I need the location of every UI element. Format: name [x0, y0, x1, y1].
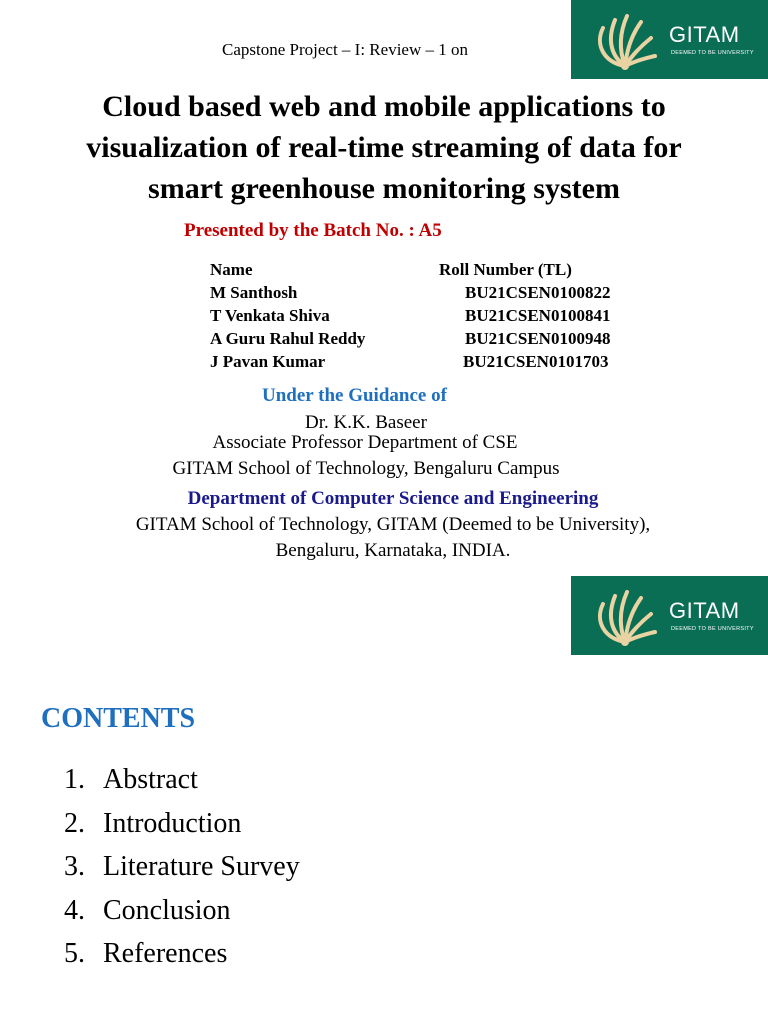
- title-line: visualization of real-time streaming of data for: [86, 131, 682, 164]
- institution-line: GITAM School of Technology, GITAM (Deemed to be University),: [135, 514, 651, 535]
- member-roll: BU21CSEN0100822: [465, 283, 611, 302]
- list-item: [64, 889, 300, 933]
- list-item-number: 1.: [64, 764, 85, 795]
- title-line: smart greenhouse monitoring system: [148, 172, 620, 205]
- guidance-heading: Under the Guidance of: [262, 385, 447, 406]
- list-item-label: Introduction: [103, 807, 242, 839]
- member-name: M Santhosh: [210, 283, 298, 302]
- project-title: [20, 86, 748, 209]
- contents-list: [64, 758, 300, 976]
- logo-brand-text: GITAM: [669, 22, 740, 47]
- logo-tagline: DEEMED TO BE UNIVERSITY: [671, 626, 754, 632]
- list-item: [64, 802, 300, 846]
- list-item-label: References: [103, 938, 228, 969]
- guide-name: Dr. K.K. Baseer: [305, 412, 427, 433]
- gitam-logo: [571, 576, 768, 655]
- list-item: [64, 932, 300, 976]
- list-item-number: 2.: [64, 807, 85, 839]
- member-roll: BU21CSEN0100841: [465, 306, 611, 325]
- department-heading: Department of Computer Science and Engineering: [187, 488, 599, 509]
- list-item-number: 4.: [64, 894, 85, 926]
- location-line: Bengaluru, Karnataka, INDIA.: [275, 540, 511, 561]
- guide-school: GITAM School of Technology, Bengaluru Campus: [172, 458, 560, 479]
- gitam-swirl-logo-icon: [589, 582, 661, 648]
- list-item-label: Conclusion: [103, 894, 231, 926]
- gitam-swirl-logo-icon: [589, 6, 661, 72]
- list-item-label: Abstract: [103, 764, 198, 795]
- name-column-header: Name: [210, 260, 253, 279]
- contents-slide: [0, 575, 768, 1024]
- list-item-label: Literature Survey: [103, 851, 300, 882]
- list-item: [64, 758, 300, 802]
- logo-tagline: DEEMED TO BE UNIVERSITY: [671, 50, 754, 56]
- member-roll: BU21CSEN0100948: [465, 329, 611, 348]
- member-name: T Venkata Shiva: [210, 306, 330, 325]
- logo-brand-text: GITAM: [669, 598, 740, 623]
- title-line: Cloud based web and mobile applications to: [102, 90, 666, 123]
- guide-role: Associate Professor Department of CSE: [212, 432, 518, 453]
- list-item-number: 5.: [64, 938, 85, 969]
- batch-number: Presented by the Batch No. : A5: [184, 220, 442, 241]
- member-roll: BU21CSEN0101703: [463, 352, 609, 371]
- member-name: A Guru Rahul Reddy: [210, 329, 366, 348]
- list-item: [64, 845, 300, 889]
- list-item-number: 3.: [64, 851, 85, 882]
- contents-heading: CONTENTS: [41, 703, 196, 734]
- roll-column-header: Roll Number (TL): [439, 260, 572, 279]
- member-name: J Pavan Kumar: [210, 352, 326, 371]
- review-line: Capstone Project – I: Review – 1 on: [222, 40, 468, 59]
